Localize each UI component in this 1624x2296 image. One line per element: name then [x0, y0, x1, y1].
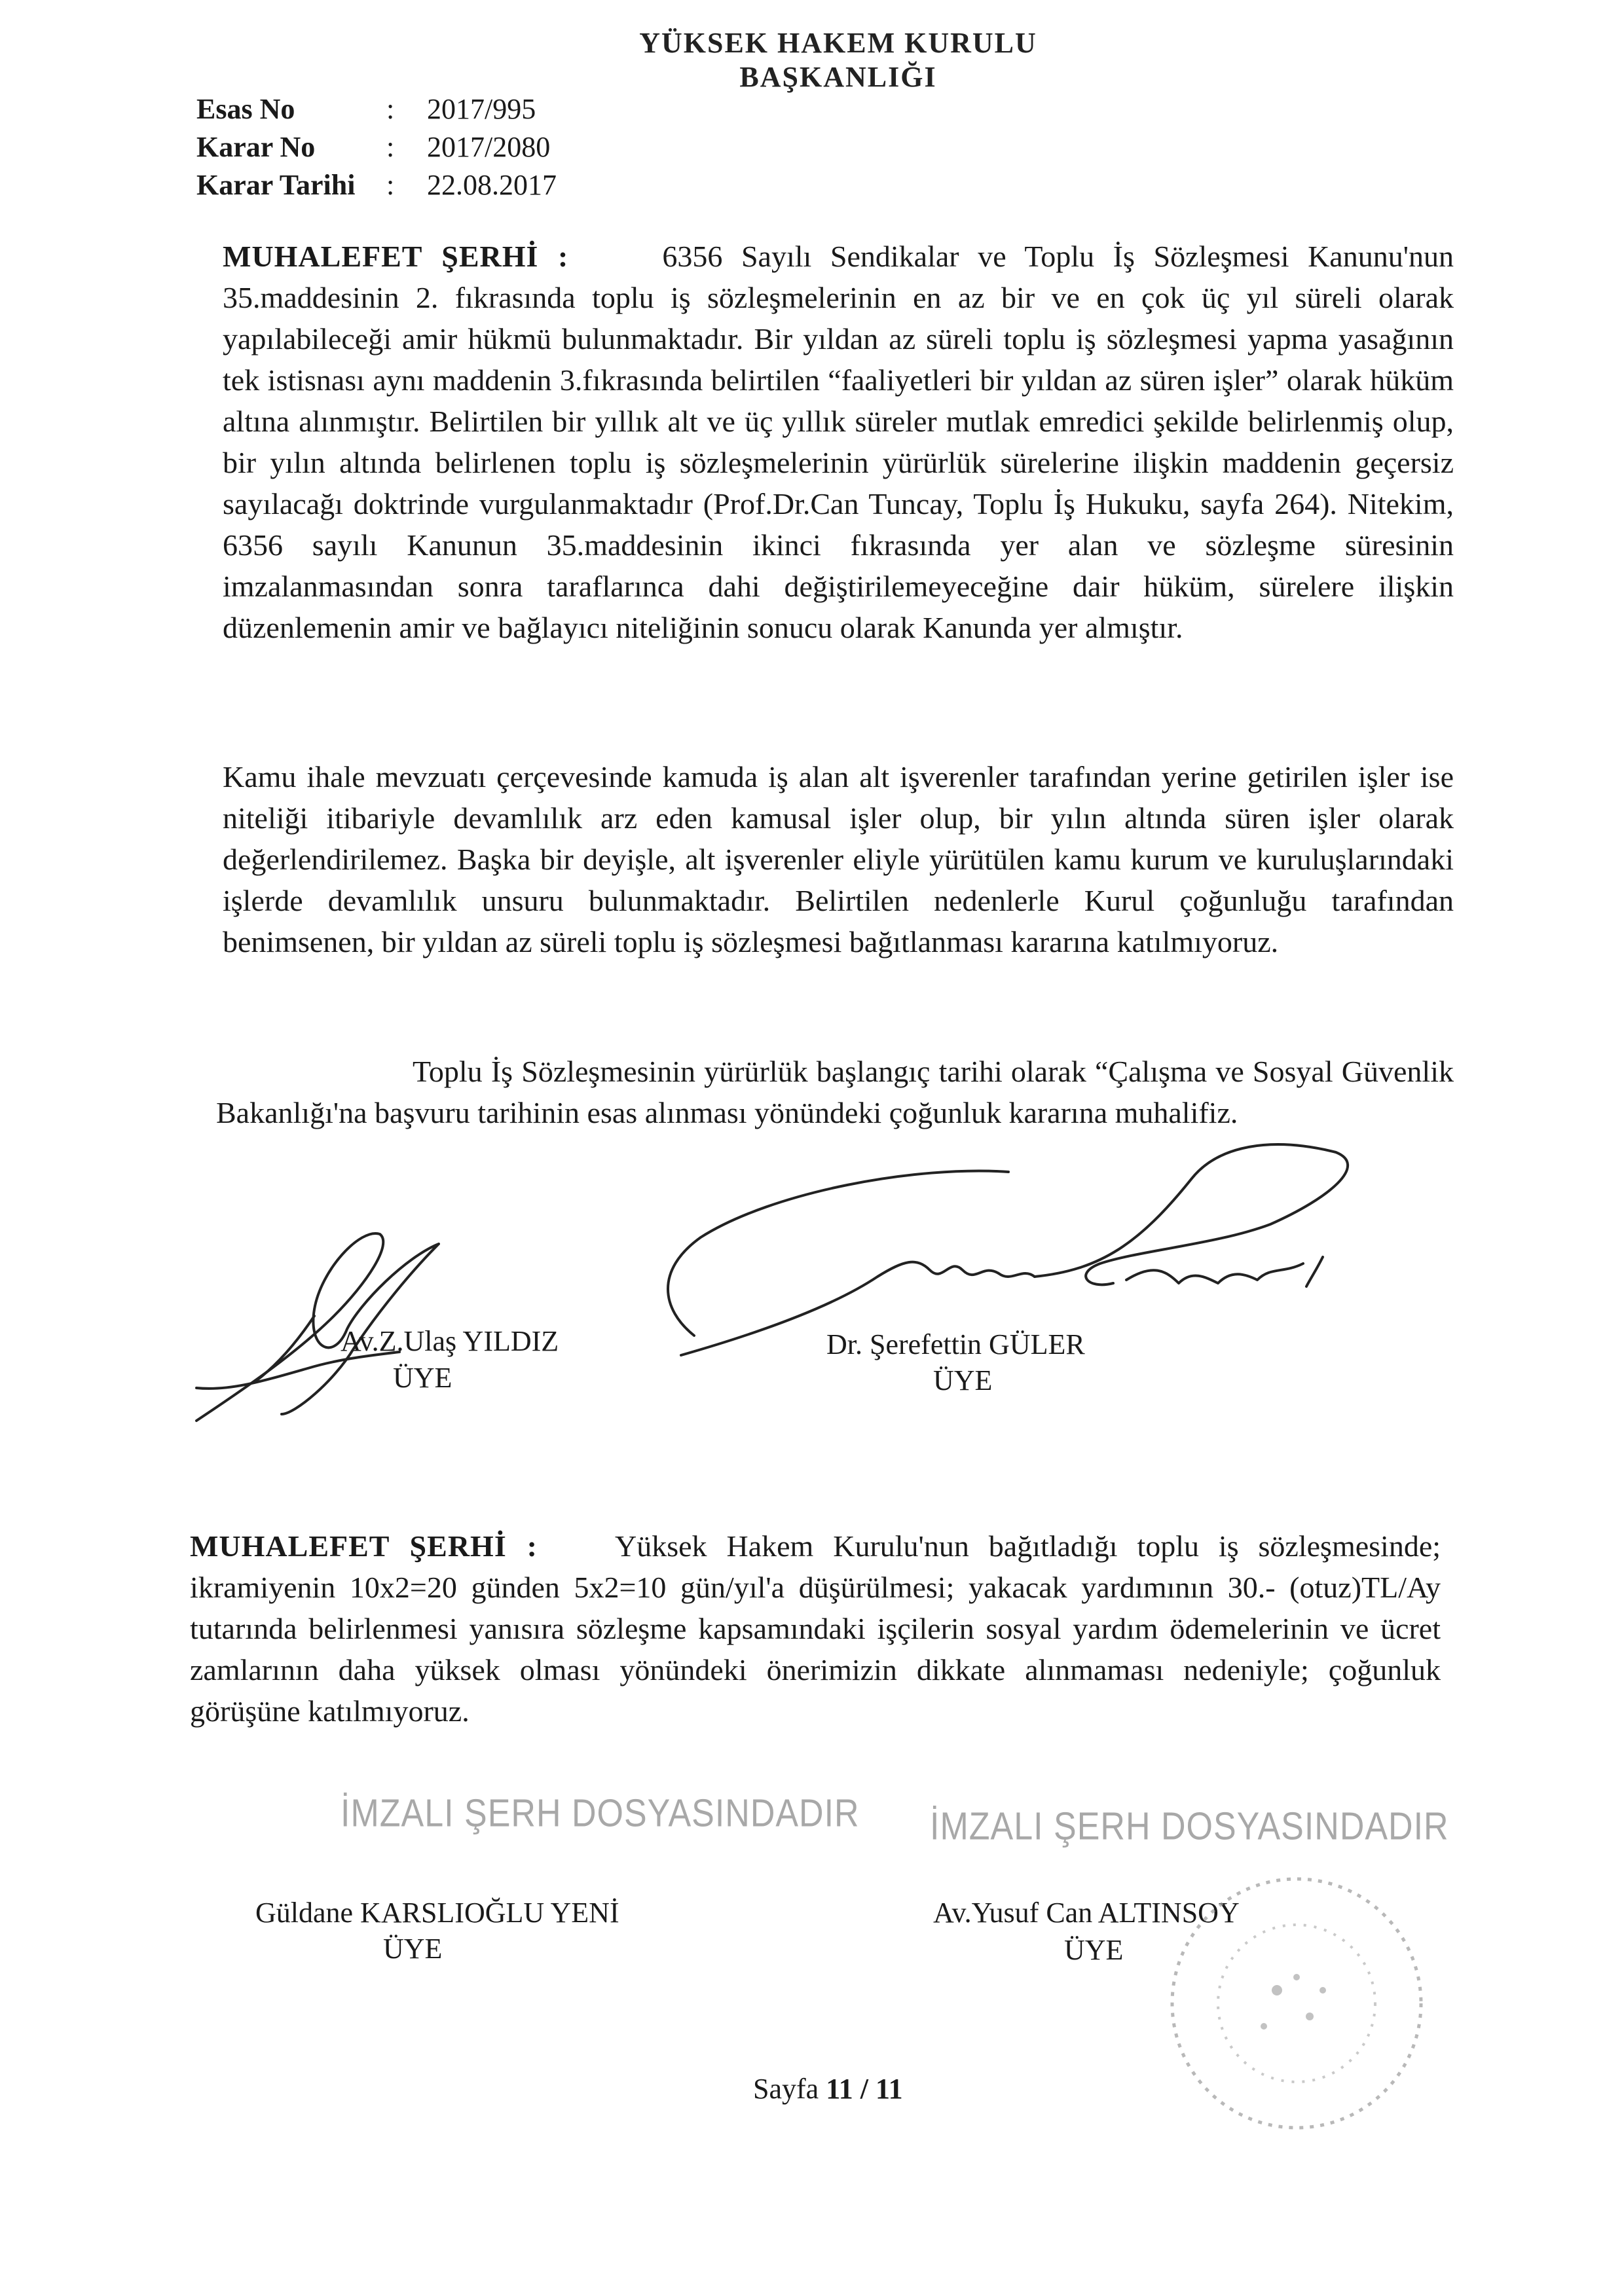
dissent-1-heading: MUHALEFET ŞERHİ :: [223, 240, 569, 273]
signatory-3-name: Güldane KARSLIOĞLU YENİ: [255, 1897, 619, 1929]
meta-value: 22.08.2017: [427, 169, 557, 201]
page-number-separator: /: [860, 2073, 868, 2105]
dissent-2-heading: MUHALEFET ŞERHİ :: [190, 1529, 538, 1563]
signatory-3-role: ÜYE: [383, 1933, 443, 1965]
page-number: [753, 2072, 903, 2105]
meta-colon: :: [386, 93, 395, 125]
signatory-4-name: Av.Yusuf Can ALTINSOY: [933, 1897, 1240, 1929]
case-metadata: [196, 90, 557, 204]
meta-label: Karar Tarihi: [196, 169, 356, 201]
official-seal: [1146, 1866, 1447, 2141]
institution-subtitle: BAŞKANLIĞI: [739, 61, 937, 93]
meta-row-esas-no: [196, 90, 557, 128]
signatory-2-role: ÜYE: [933, 1364, 993, 1396]
signatory-2-name: Dr. Şerefettin GÜLER: [826, 1328, 1085, 1360]
dissent-1-paragraph-3-text: Toplu İş Sözleşmesinin yürürlük başlangıç tarihi olarak “Çalışma ve Sosyal Güvenlik Bakanlığı'na başvuru tarihinin esas alınması yönündeki çoğunluk kararına muhalifiz.: [216, 1055, 1454, 1129]
page-number-prefix: Sayfa: [753, 2073, 819, 2105]
meta-colon: :: [386, 131, 395, 163]
meta-row-karar-no: [196, 128, 557, 166]
page-number-total: 11: [876, 2073, 903, 2105]
institution-name: YÜKSEK HAKEM KURULU: [639, 27, 1037, 59]
signatory-1-role: ÜYE: [393, 1362, 452, 1394]
signed-on-file-stamp-left: İMZALI ŞERH DOSYASINDADIR: [341, 1791, 860, 1836]
dissent-2-body: Yüksek Hakem Kurulu'nun bağıtladığı toplu iş sözleşmesinde; ikramiyenin 10x2=20 günden 5x2=10 gün/yıl'a düşürülmesi; yakacak yardımının 30.- (otuz)TL/Ay tutarında belirlenmesi yanısıra sözleşme kapsamındaki işçilerin sosyal yardım ödemelerinin ve ücret zamlarının daha yüksek olması yönündeki önerimizin dikkate alınmaması nedeniyle; çoğunluk görüşüne katılmıyoruz.: [190, 1529, 1441, 1728]
page-number-current: 11: [826, 2073, 853, 2105]
meta-value: 2017/2080: [427, 131, 551, 163]
meta-colon: :: [386, 169, 395, 201]
dissent-1-body: 6356 Sayılı Sendikalar ve Toplu İş Sözleşmesi Kanunu'nun 35.maddesinin 2. fıkrasında toplu iş sözleşmelerinin en az bir ve en çok üç yıl süreli olarak yapılabileceği amir hükmü bulunmaktadır. Bir yıldan az süreli toplu iş sözleşmesi yapma yasağının tek istisnası aynı maddenin 3.fıkrasında belirtilen “faaliyetleri bir yıldan az süren işler” olarak hüküm altına alınmıştır. Belirtilen bir yıllık alt ve üç yıllık süreler mutlak emredici şekilde belirlenmiş olup, bir yılın altında belirlenen toplu iş sözleşmelerinin yürürlük sürelerine ilişkin maddenin geçersiz sayılacağı doktrinde vurgulanmaktadır (Prof.Dr.Can Tuncay, Toplu İş Hukuku, sayfa 264). Nitekim, 6356 sayılı Kanunun 35.maddesinin ikinci fıkrasında yer alan ve sözleşme süresinin imzalanmasından sonra taraflarınca dahi değiştirilemeyeceğine dair hüküm, sürelere ilişkin düzenlemenin amir ve bağlayıcı niteliğinin sonucu olarak Kanunda yer almıştır.: [223, 240, 1454, 644]
meta-label: Esas No: [196, 93, 295, 125]
signatory-1-name: Av.Z.Ulaş YILDIZ: [341, 1325, 559, 1357]
dissent-2-paragraph: [190, 1525, 1441, 1732]
dissent-1-paragraph-1: [223, 236, 1454, 648]
meta-row-karar-tarihi: [196, 166, 557, 204]
meta-label: Karar No: [196, 131, 316, 163]
dissent-1-paragraph-2: Kamu ihale mevzuatı çerçevesinde kamuda iş alan alt işverenler tarafından yerine getirilen işler ise niteliği itibariyle devamlılık arz eden kamusal işler olup, bir yılın altında süren işler olarak değerlendirilemez. Başka bir deyişle, alt işverenler eliyle yürütülen kamu kurum ve kuruluşlarındaki işlerde devamlılık unsuru bulunmaktadır. Belirtilen nedenlerle Kurul çoğunluğu tarafından benimsenen, bir yıldan az süreli toplu iş sözleşmesi bağıtlanması kararına katılmıyoruz.: [223, 760, 1454, 958]
dissent-1-paragraph-3: [216, 1051, 1454, 1133]
meta-value: 2017/995: [427, 93, 536, 125]
signatory-4-role: ÜYE: [1064, 1934, 1124, 1966]
signed-on-file-stamp-right: İMZALI ŞERH DOSYASINDADIR: [930, 1804, 1449, 1849]
